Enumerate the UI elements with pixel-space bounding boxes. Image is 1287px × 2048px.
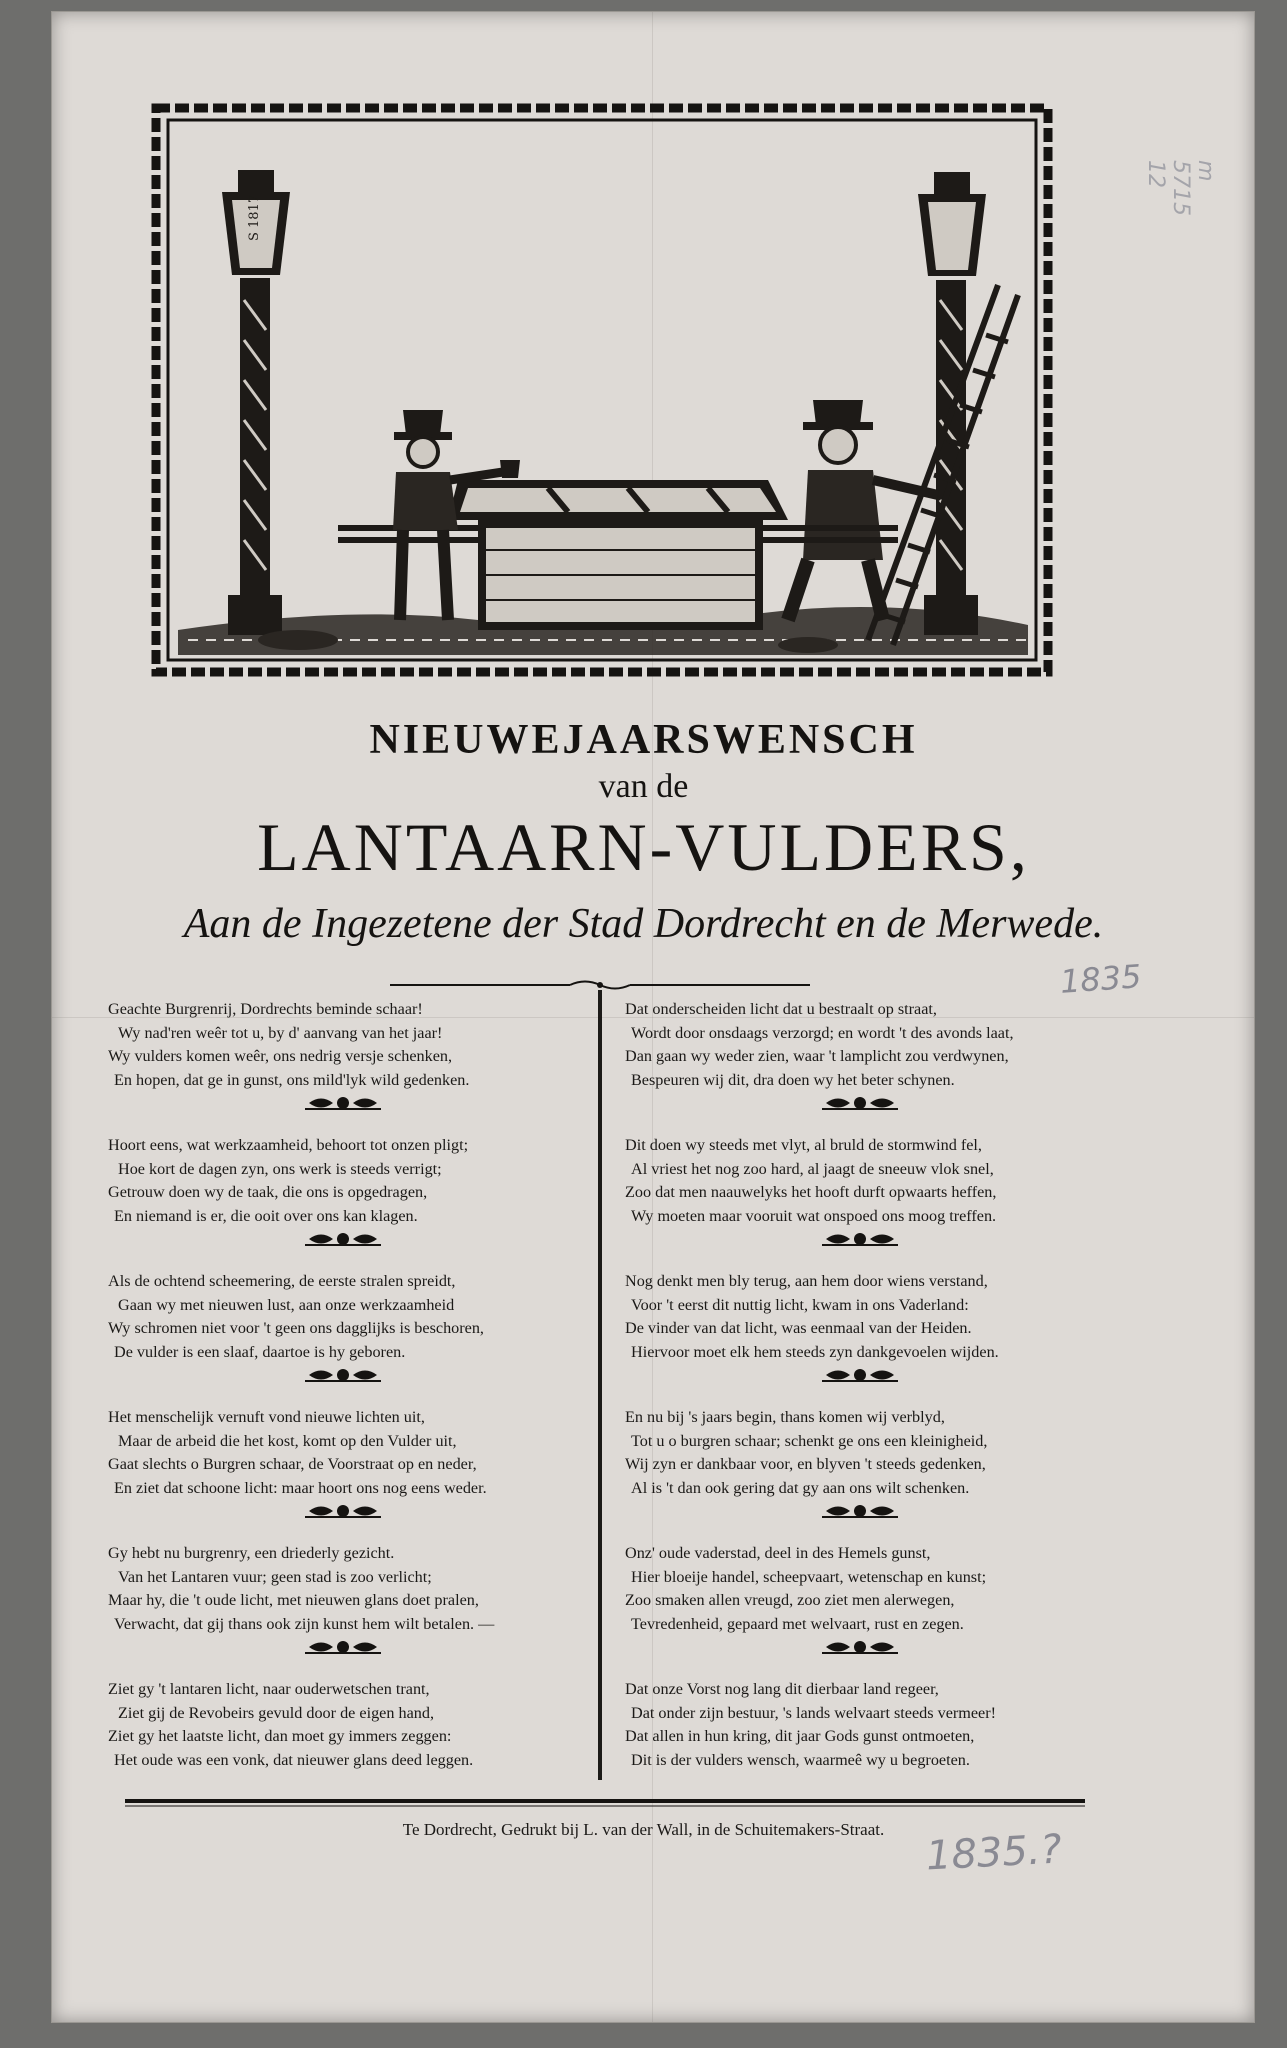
poem-stanza [625,1134,1095,1270]
poem-line: Dit is der vulders wensch, waarmeê wy u begroeten. [631,1750,970,1769]
poem-line: Dat onderscheiden licht dat u bestraalt op straat, [625,1000,937,1018]
printer-imprint: Te Dordrecht, Gedrukt bij L. van der Wall, in de Schuitemakers-Straat. [402,1820,885,1839]
poem-line: Dat allen in hun kring, dit jaar Gods gunst ontmoeten, [625,1727,975,1745]
poem-line: Gaat slechts o Burgren schaar, de Voorstraat op en neder, [108,1455,477,1473]
poem-line: Wy vulders komen weêr, ons nedrig versje schenken, [108,1047,453,1065]
poem-line: Ziet gy 't lantaren licht, naar ouderwetschen trant, [108,1680,430,1698]
poem-line: De vulder is een slaaf, daartoe is hy geboren. [114,1342,406,1361]
poem-stanza [625,1542,1095,1678]
lamp-post-inscription: S 1817 [247,194,262,241]
poem-line: Hier bloeije handel, scheepvaart, wetenschap en kunst; [631,1567,987,1586]
poem-line: Al is 't dan ook gering dat gy aan ons wilt schenken. [631,1478,970,1497]
stanza-ornament [303,1364,383,1386]
poem-line: Maar hy, die 't oude licht, met nieuwen glans doet pralen, [108,1591,479,1609]
poem-line: En hopen, dat ge in gunst, ons mild'lyk wild gedenken. [114,1070,470,1089]
poem-line: Verwacht, dat gij thans ook zijn kunst hem wilt betalen. — [114,1614,495,1633]
poem-stanza [108,998,578,1134]
poem-line: En niemand is er, die ooit over ons kan klagen. [114,1206,418,1225]
pencil-year-annotation-bottom: 1835.? [924,1826,1063,1880]
poem-right-column [625,998,1095,1814]
poem-line: Het menschelijk vernuft vond nieuwe lichten uit, [108,1408,425,1426]
poem-line: Als de ochtend scheemering, de eerste stralen spreidt, [108,1272,456,1290]
poem-line: De vinder van dat licht, was eenmaal van der Heiden. [625,1319,972,1337]
poem-stanza [108,1678,578,1814]
stanza-ornament [303,1636,383,1658]
poem-stanza [108,1134,578,1270]
poem-left-column [108,998,578,1814]
poem-line: Voor 't eerst dit nuttig licht, kwam in ons Vaderland: [631,1295,969,1314]
stanza-ornament [820,1500,900,1522]
poem-stanza [625,1678,1095,1814]
column-divider [598,990,602,1780]
poem-line: Hoort eens, wat werkzaamheid, behoort tot onzen pligt; [108,1136,469,1154]
stanza-ornament [303,1092,383,1114]
poem-line: Ziet gy het laatste licht, dan moet gy immers zeggen: [108,1727,452,1745]
poem-line: Hiervoor moet elk hem steeds zyn dankgevoelen wijden. [631,1342,999,1361]
poem-stanza [108,1270,578,1406]
title-van-de: van de [598,768,689,805]
poem-line: Wij zyn er dankbaar voor, en blyven 't steeds gedenken, [625,1455,986,1473]
decorative-rule-bottom [125,1796,1085,1808]
pencil-year-annotation: 1835 [1058,957,1143,1001]
poem-stanza [625,998,1095,1134]
poem-line: En ziet dat schoone licht: maar hoort ons nog eens weder. [114,1478,487,1497]
poem-line: Dit doen wy steeds met vlyt, al bruld de stormwind fel, [625,1136,982,1154]
poem-line: Het oude was een vonk, dat nieuwer glans deed leggen. [114,1750,474,1769]
poem-line: Hoe kort de dagen zyn, ons werk is steeds verrigt; [118,1159,442,1178]
poem-stanza [625,1270,1095,1406]
poem-stanza [108,1406,578,1542]
poem-line: Bespeuren wij dit, dra doen wy het beter schynen. [631,1070,955,1089]
poem-line: Dat onder zijn bestuur, 's lands welvaart steeds vermeer! [631,1703,997,1722]
poem-line: Zoo dat men naauwelyks het hooft durft opwaarts heffen, [625,1183,997,1201]
pencil-reference-annotation: m 5715 12 [1143,160,1218,216]
poem-line: Getrouw doen wy de taak, die ons is opgedragen, [108,1183,428,1201]
poem-line: Van het Lantaren vuur; geen stad is zoo verlicht; [118,1567,432,1586]
poem-line: Wordt door onsdaags verzorgd; en wordt 't des avonds laat, [631,1023,1014,1042]
subtitle-dedication: Aan de Ingezetene der Stad Dordrecht en de Merwede. [183,901,1104,947]
stanza-ornament [820,1092,900,1114]
poem-line: Dat onze Vorst nog lang dit dierbaar land regeer, [625,1680,939,1698]
poem-line: Dan gaan wy weder zien, waar 't lamplicht zou verdwynen, [625,1047,1009,1065]
poem-line: Tot u o burgren schaar; schenkt ge ons een kleinigheid, [631,1431,988,1450]
woodcut-illustration [148,100,1056,680]
poem-line: Zoo smaken allen vreugd, zoo ziet men alerwegen, [625,1591,955,1609]
stanza-ornament [820,1364,900,1386]
title-lamp-fillers: LANTAARN-VULDERS, [257,809,1030,885]
poem-line: En nu bij 's jaars begin, thans komen wij verblyd, [625,1408,945,1426]
poem-line: Wy schromen niet voor 't geen ons dagglijks is beschoren, [108,1319,484,1337]
poem-stanza [625,1406,1095,1542]
poem-line: Al vriest het nog zoo hard, al jaagt de sneeuw vlok snel, [631,1159,994,1178]
stanza-ornament [303,1500,383,1522]
poem-line: Geachte Burgrenrij, Dordrechts beminde schaar! [108,1000,423,1018]
poem-line: Wy nad'ren weêr tot u, by d' aanvang van het jaar! [118,1023,443,1042]
stanza-ornament [820,1636,900,1658]
poem-stanza [108,1542,578,1678]
poem-line: Tevredenheid, gepaard met welvaart, rust en zegen. [631,1614,964,1633]
poem-line: Onz' oude vaderstad, deel in des Hemels gunst, [625,1544,931,1562]
lamplighters-woodcut [148,100,1056,680]
poem-line: Ziet gij de Revobeirs gevuld door de eigen hand, [118,1703,435,1722]
stanza-ornament [820,1228,900,1250]
title-new-year-wish: NIEUWEJAARSWENSCH [369,717,918,763]
poem-line: Gy hebt nu burgrenry, een driederly gezicht. [108,1544,395,1562]
poem-line: Maar de arbeid die het kost, komt op den Vulder uit, [118,1431,457,1450]
poem-line: Wy moeten maar vooruit wat onspoed ons moog treffen. [631,1206,997,1225]
poem-line: Gaan wy met nieuwen lust, aan onze werkzaamheid [118,1295,455,1314]
stanza-ornament [303,1228,383,1250]
poem-line: Nog denkt men bly terug, aan hem door wiens verstand, [625,1272,988,1290]
